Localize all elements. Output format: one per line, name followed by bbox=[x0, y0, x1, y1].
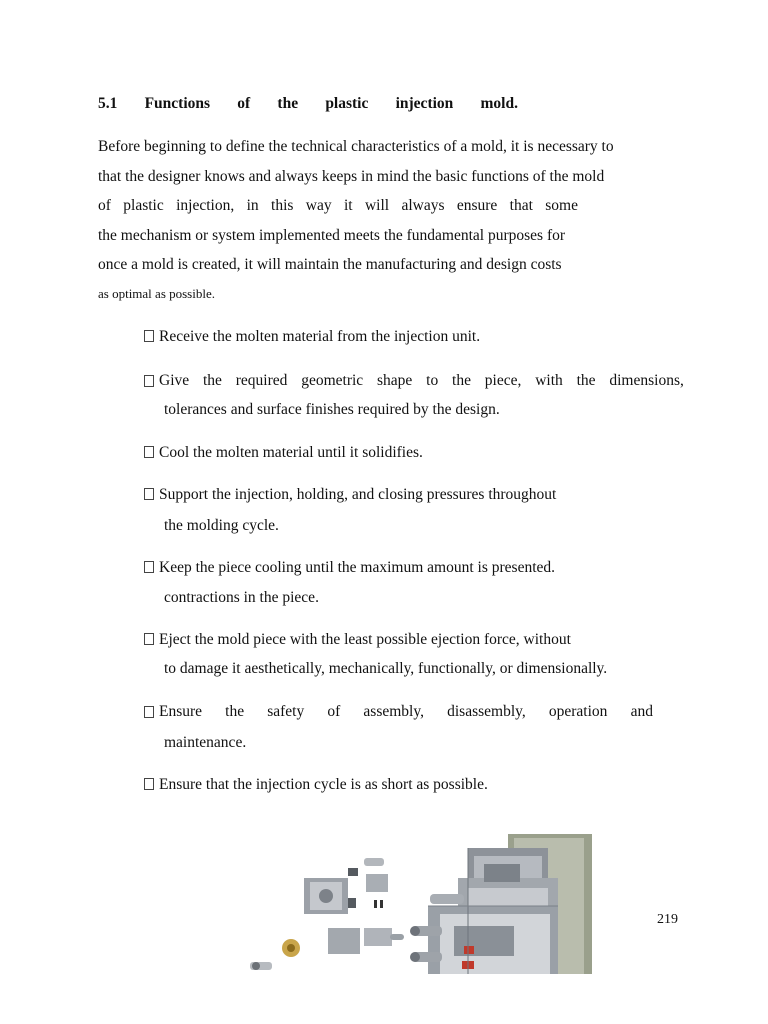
word: way bbox=[305, 197, 332, 214]
heading-word: mold. bbox=[480, 95, 518, 112]
word: plastic bbox=[123, 197, 164, 214]
word: of bbox=[327, 703, 341, 720]
word: some bbox=[545, 197, 578, 214]
intro-line-justified bbox=[98, 196, 578, 216]
checkbox-glyph-icon bbox=[144, 330, 154, 342]
word: geometric bbox=[301, 372, 364, 389]
section-heading bbox=[98, 95, 518, 117]
intro-line: that the designer knows and always keeps in mind the basic functions of the mold bbox=[98, 168, 605, 185]
word: operation bbox=[548, 703, 608, 720]
heading-word: of bbox=[237, 95, 251, 112]
word: to bbox=[426, 372, 439, 389]
section-number: 5.1 bbox=[98, 95, 118, 112]
bullet-item bbox=[144, 558, 555, 578]
word: injection, bbox=[176, 197, 235, 214]
word: assembly, bbox=[363, 703, 424, 720]
word: Ensure bbox=[159, 703, 203, 720]
word: the bbox=[452, 372, 471, 389]
checkbox-glyph-icon bbox=[144, 633, 154, 645]
word: with bbox=[535, 372, 563, 389]
word: will bbox=[364, 197, 390, 214]
intro-line: Before beginning to define the technical characteristics of a mold, it is necessary to bbox=[98, 138, 614, 155]
word: ensure bbox=[456, 197, 498, 214]
word: dimensions, bbox=[609, 372, 684, 389]
bullet-item bbox=[144, 702, 653, 722]
word: piece, bbox=[484, 372, 522, 389]
checkbox-glyph-icon bbox=[144, 446, 154, 458]
bullet-text: Cool the molten material until it solidifies. bbox=[159, 444, 423, 461]
bullet-text-justified bbox=[159, 702, 653, 722]
bullet-text: Receive the molten material from the injection unit. bbox=[159, 328, 481, 345]
page-number: 219 bbox=[657, 912, 678, 927]
heading-word: plastic bbox=[325, 95, 369, 112]
checkbox-glyph-icon bbox=[144, 375, 154, 387]
bullet-continuation: to damage it aesthetically, mechanically, functionally, or dimensionally. bbox=[164, 660, 608, 677]
checkbox-glyph-icon bbox=[144, 561, 154, 573]
intro-line: once a mold is created, it will maintain the manufacturing and design costs bbox=[98, 256, 562, 273]
word: required bbox=[235, 372, 288, 389]
word: of bbox=[98, 197, 111, 214]
word: in bbox=[246, 197, 259, 214]
word: Give bbox=[159, 372, 190, 389]
bullet-continuation: contractions in the piece. bbox=[164, 589, 319, 606]
checkbox-glyph-icon bbox=[144, 488, 154, 500]
bullet-continuation: tolerances and surface finishes required by the design. bbox=[164, 401, 500, 418]
bullet-item bbox=[144, 485, 556, 505]
bullet-text: Keep the piece cooling until the maximum amount is presented. bbox=[159, 559, 556, 576]
bullet-text-justified bbox=[159, 371, 684, 391]
bullet-text: Ensure that the injection cycle is as short as possible. bbox=[159, 776, 488, 793]
word: shape bbox=[377, 372, 413, 389]
word: this bbox=[271, 197, 294, 214]
word: the bbox=[576, 372, 596, 389]
heading-word: injection bbox=[395, 95, 454, 112]
bullet-continuation: maintenance. bbox=[164, 734, 247, 751]
word: that bbox=[509, 197, 533, 214]
checkbox-glyph-icon bbox=[144, 778, 154, 790]
word: the bbox=[202, 372, 222, 389]
word: and bbox=[630, 703, 653, 720]
intro-line: the mechanism or system implemented meets the fundamental purposes for bbox=[98, 227, 566, 244]
heading-word: Functions bbox=[144, 95, 211, 112]
bullet-text: Eject the mold piece with the least possible ejection force, without bbox=[159, 631, 571, 648]
word: always bbox=[401, 197, 445, 214]
word: the bbox=[225, 703, 245, 720]
bullet-item bbox=[144, 371, 684, 391]
intro-line: as optimal as possible. bbox=[98, 286, 215, 301]
exploded-injection-mold-icon bbox=[168, 828, 592, 974]
checkbox-glyph-icon bbox=[144, 706, 154, 718]
bullet-item bbox=[144, 327, 480, 347]
bullet-item bbox=[144, 443, 423, 463]
bullet-item bbox=[144, 775, 488, 795]
word: it bbox=[343, 197, 353, 214]
heading-word: the bbox=[277, 95, 299, 112]
word: disassembly, bbox=[447, 703, 526, 720]
bullet-item bbox=[144, 630, 571, 650]
bullet-text: Support the injection, holding, and closing pressures throughout bbox=[159, 486, 557, 503]
bullet-continuation: the molding cycle. bbox=[164, 517, 279, 534]
word: safety bbox=[267, 703, 305, 720]
